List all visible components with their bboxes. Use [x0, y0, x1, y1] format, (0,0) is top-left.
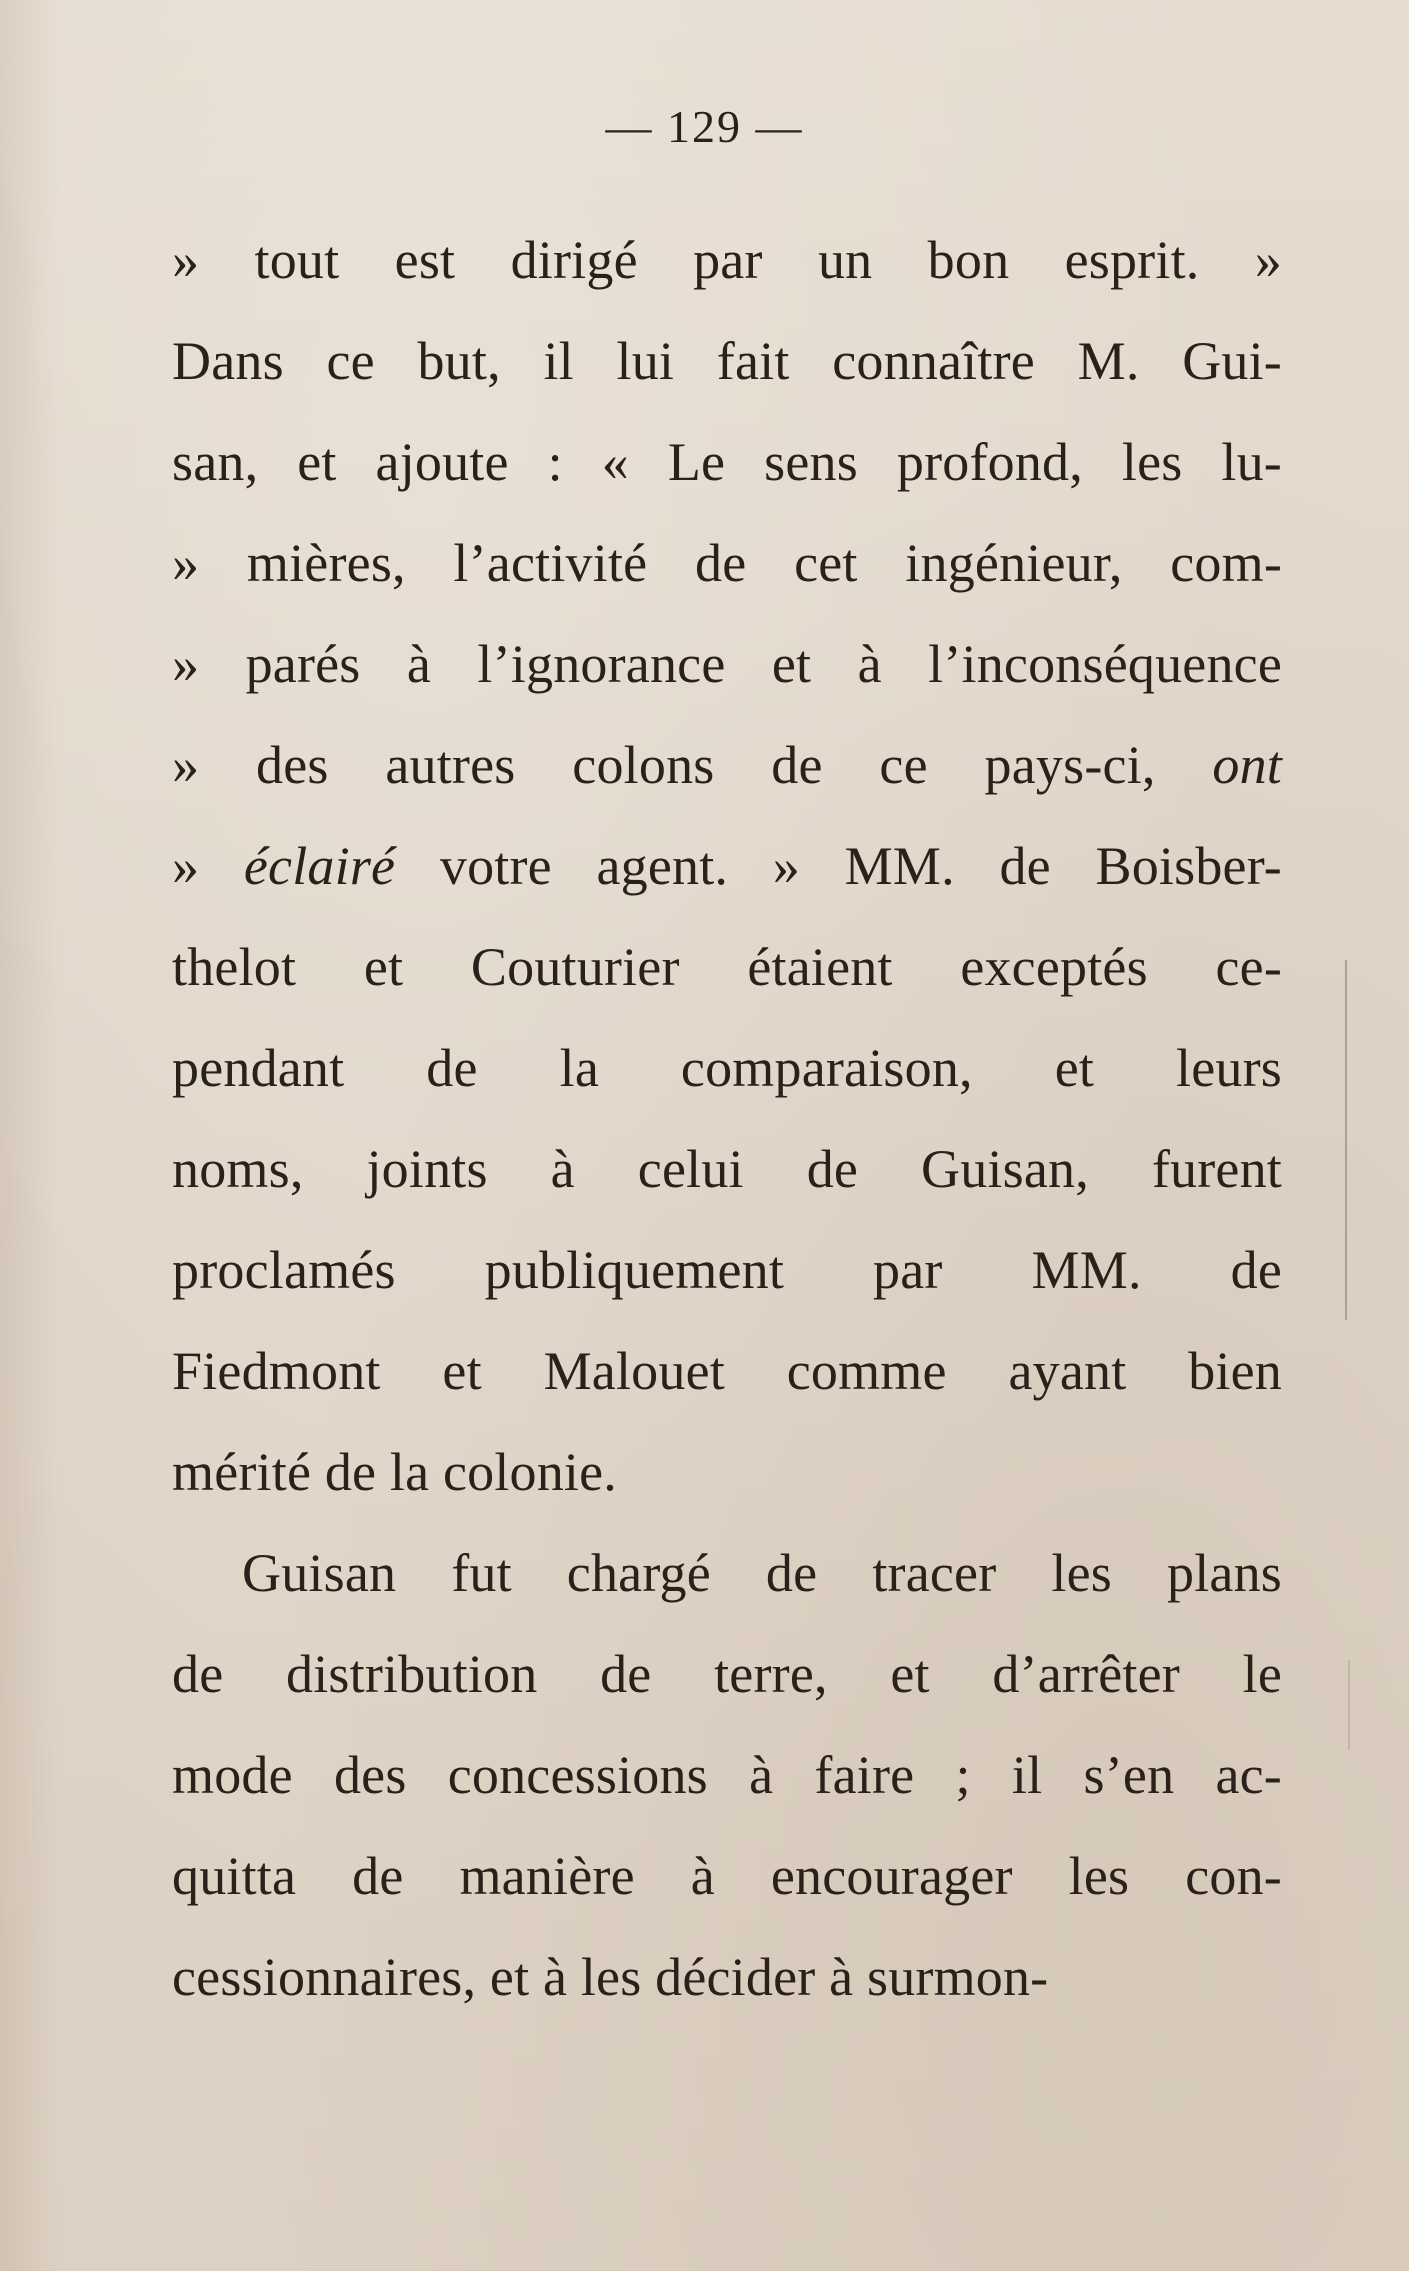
- text-line: [172, 1321, 1282, 1422]
- text-segment: mode des concessions à faire ; il s’en ac-: [172, 1745, 1282, 1805]
- text-line: [172, 614, 1282, 715]
- text-segment: Guisan fut chargé de tracer les plans: [242, 1543, 1282, 1603]
- text-line: [172, 1018, 1282, 1119]
- paragraph: [172, 1523, 1282, 2028]
- text-segment: » des autres colons de ce pays-ci,: [172, 735, 1213, 795]
- margin-mark: [1345, 960, 1347, 1320]
- text-segment: quitta de manière à encourager les con-: [172, 1846, 1282, 1906]
- text-line: [172, 210, 1282, 311]
- body-text: [172, 210, 1282, 2028]
- text-line: [172, 311, 1282, 412]
- text-segment: thelot et Couturier étaient exceptés ce-: [172, 937, 1282, 997]
- text-segment: Fiedmont et Malouet comme ayant bien: [172, 1341, 1282, 1401]
- text-segment: de distribution de terre, et d’arrêter le: [172, 1644, 1282, 1704]
- text-line: [172, 1927, 1282, 2028]
- text-line: [172, 917, 1282, 1018]
- text-line: [172, 816, 1282, 917]
- page-number: — 129 —: [605, 101, 804, 152]
- italic-text: ont: [1212, 735, 1282, 795]
- text-line: [172, 1119, 1282, 1220]
- text-segment: Dans ce but, il lui fait connaître M. Gui-: [172, 331, 1282, 391]
- text-segment: votre agent. » MM. de Boisber-: [395, 836, 1282, 896]
- text-line: [172, 1624, 1282, 1725]
- text-segment: pendant de la comparaison, et leurs: [172, 1038, 1282, 1098]
- text-segment: » mières, l’activité de cet ingénieur, com-: [172, 533, 1282, 593]
- text-segment: » tout est dirigé par un bon esprit. »: [172, 230, 1282, 290]
- paragraph: [172, 210, 1282, 1523]
- text-line: [172, 1523, 1282, 1624]
- text-segment: mérité de la colonie.: [172, 1442, 618, 1502]
- text-line: [172, 1725, 1282, 1826]
- text-line: [172, 412, 1282, 513]
- italic-text: éclairé: [243, 836, 396, 896]
- text-line: [172, 1826, 1282, 1927]
- text-line: [172, 1422, 1282, 1523]
- page-fold-shadow: [0, 0, 60, 2271]
- text-line: [172, 1220, 1282, 1321]
- text-line: [172, 715, 1282, 816]
- text-segment: » parés à l’ignorance et à l’inconséquence: [172, 634, 1282, 694]
- text-segment: cessionnaires, et à les décider à surmon-: [172, 1947, 1049, 2007]
- text-line: [172, 513, 1282, 614]
- margin-mark: [1348, 1660, 1350, 1750]
- text-segment: noms, joints à celui de Guisan, furent: [172, 1139, 1282, 1199]
- text-segment: san, et ajoute : « Le sens profond, les lu-: [172, 432, 1282, 492]
- text-segment: proclamés publiquement par MM. de: [172, 1240, 1282, 1300]
- text-segment: »: [172, 836, 244, 896]
